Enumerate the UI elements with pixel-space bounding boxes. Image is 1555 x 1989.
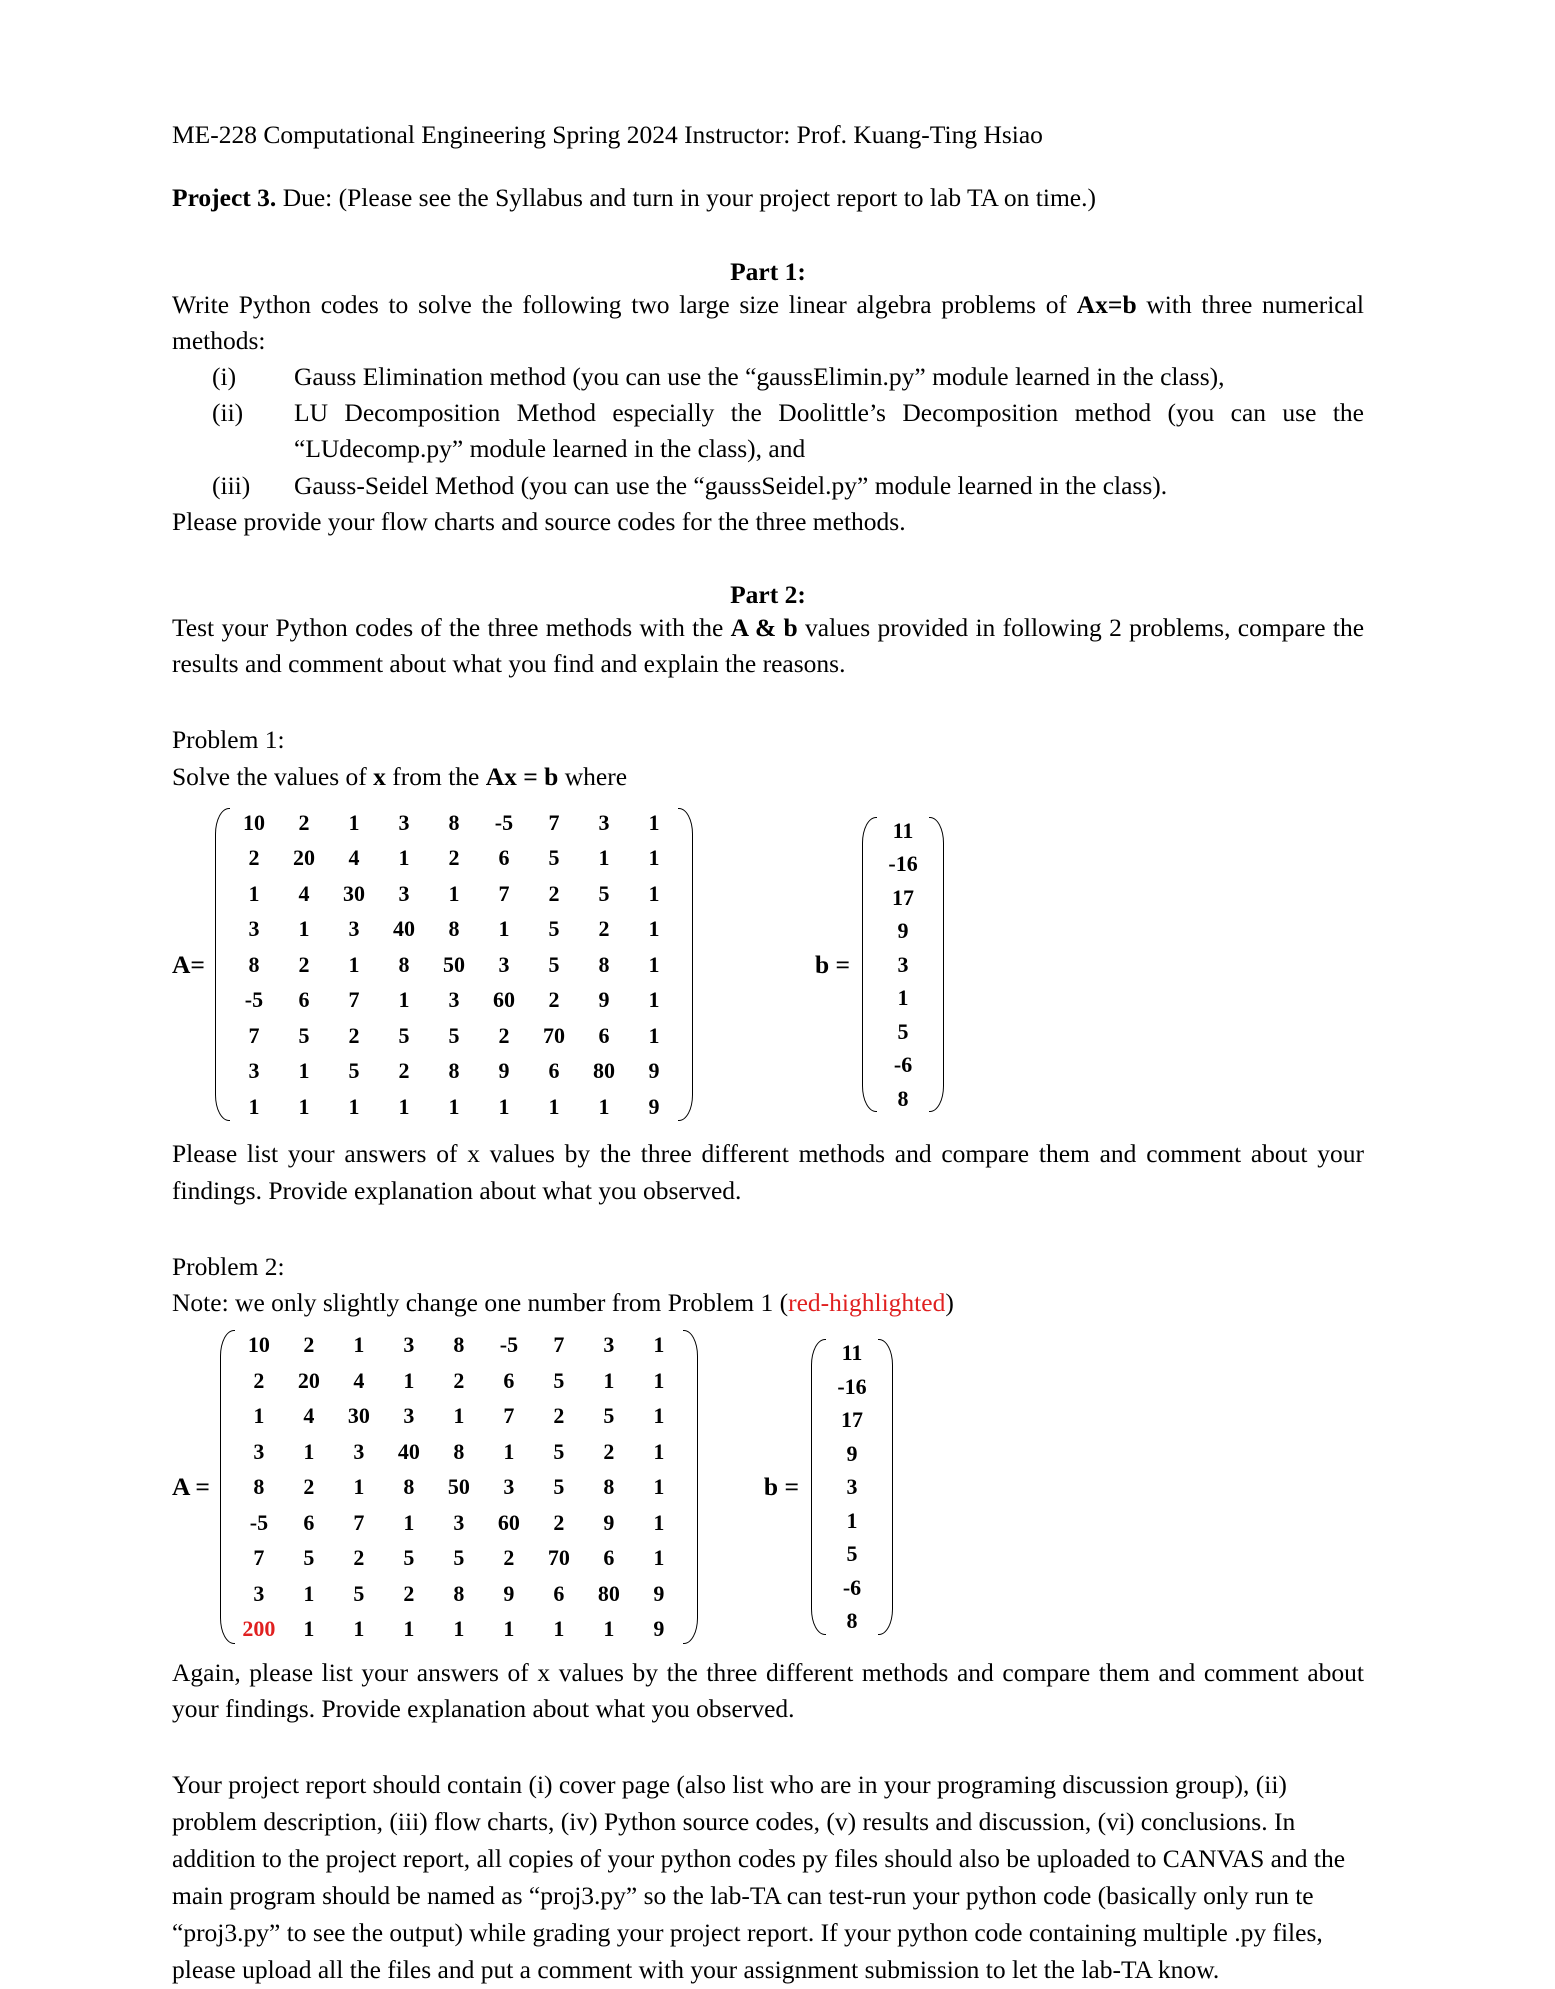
matrix-cell: 6	[303, 1509, 315, 1535]
matrix-cell: 1	[653, 1332, 665, 1358]
matrix-cell: 10	[247, 1332, 270, 1358]
vector-row	[825, 1437, 879, 1471]
matrix-cell: 1	[653, 1509, 665, 1535]
matrix-cell: 1	[498, 916, 510, 942]
matrix-cell: 1	[648, 951, 660, 977]
matrix-cell: 2	[548, 987, 560, 1013]
matrix-cell: 5	[453, 1545, 465, 1571]
problem2-note-red: red-highlighted	[788, 1287, 946, 1317]
matrix-cell: 1	[398, 845, 410, 871]
matrix-cell: 1	[553, 1616, 565, 1642]
matrix-cell: 2	[603, 1438, 615, 1464]
problem2-after-text: Again, please list your answers of x values by the three different methods and compare them and comment about your findings. Provide explanation about what you observed.	[172, 1657, 1364, 1723]
matrix-cell: 4	[298, 880, 310, 906]
course-header: ME-228 Computational Engineering Spring 2024 Instructor: Prof. Kuang-Ting Hsiao	[172, 120, 1043, 149]
matrix-cell: 80	[592, 1058, 615, 1084]
matrix-cell: 8	[253, 1474, 265, 1500]
matrix-row	[229, 876, 679, 912]
list-item-text: Gauss Elimination method (you can use the “gaussElimin.py” module learned in the class),	[294, 362, 1225, 392]
list-item	[172, 359, 1364, 395]
matrix-cell: 1	[348, 951, 360, 977]
matrix-cell: 8	[448, 1058, 460, 1084]
bracket-left-icon	[218, 1327, 234, 1647]
matrix-cell: 8	[248, 951, 260, 977]
vector-cell: -16	[888, 851, 918, 877]
matrix-cell: 1	[598, 1093, 610, 1119]
vector-cell: -16	[837, 1373, 867, 1399]
matrix-cell: 3	[498, 951, 510, 977]
matrix-cell: 4	[303, 1403, 315, 1429]
matrix-cell: 1	[653, 1438, 665, 1464]
matrix-cell: 2	[303, 1332, 315, 1358]
matrix-cell: 3	[403, 1403, 415, 1429]
matrix-cell: 7	[348, 987, 360, 1013]
matrix-cell: 1	[403, 1367, 415, 1393]
matrix-row	[234, 1576, 684, 1612]
project-due: Due: (Please see the Syllabus and turn in your project report to lab TA on time.)	[276, 183, 1096, 213]
matrix-row	[234, 1327, 684, 1363]
matrix-cell: 1	[248, 880, 260, 906]
matrix-cell: 7	[553, 1332, 565, 1358]
matrix-cell: 40	[392, 916, 415, 942]
matrix-cell: 1	[298, 1093, 310, 1119]
bracket-right-icon	[679, 805, 695, 1125]
matrix-cell: 2	[548, 880, 560, 906]
matrix-cell: 9	[648, 1058, 660, 1084]
matrix-cell: 6	[298, 987, 310, 1013]
vector-b-table	[825, 1336, 879, 1638]
matrix-cell: 70	[542, 1022, 565, 1048]
matrix-cell: 1	[498, 1093, 510, 1119]
matrix-cell: 1	[648, 809, 660, 835]
matrix-cell: 5	[548, 916, 560, 942]
part1-method-list	[172, 359, 1364, 504]
vector-cell: 1	[846, 1507, 858, 1533]
matrix-cell: 8	[603, 1474, 615, 1500]
matrix-cell: 2	[348, 1022, 360, 1048]
matrix-cell: -5	[499, 1332, 519, 1358]
matrix-cell: 8	[448, 916, 460, 942]
matrix-cell: 30	[347, 1403, 370, 1429]
vector-row	[825, 1537, 879, 1571]
problem1-statement-axb: Ax = b	[485, 761, 559, 791]
list-item	[172, 468, 1364, 504]
matrix-cell: 5	[398, 1022, 410, 1048]
matrix-cell: 1	[603, 1367, 615, 1393]
vector-cell: 3	[897, 951, 909, 977]
matrix-cell: 2	[598, 916, 610, 942]
bracket-left-icon	[809, 1336, 825, 1638]
matrix-cell: 1	[303, 1438, 315, 1464]
matrix-cell: 9	[648, 1093, 660, 1119]
bracket-left-icon	[860, 814, 876, 1116]
matrix-cell: 2	[448, 845, 460, 871]
matrix-cell: 2	[298, 809, 310, 835]
matrix-cell: 8	[453, 1438, 465, 1464]
matrix-cell: 8	[403, 1474, 415, 1500]
matrix-cell: 3	[598, 809, 610, 835]
matrix-cell: 8	[598, 951, 610, 977]
part2-heading: Part 2:	[730, 580, 806, 610]
vector-row	[825, 1571, 879, 1605]
matrix-row	[229, 1018, 679, 1054]
matrix-cell: 3	[348, 916, 360, 942]
vector-cell: 11	[841, 1340, 863, 1366]
matrix-cell: 1	[403, 1616, 415, 1642]
matrix-cell: 60	[492, 987, 515, 1013]
problem1-statement-b: from the	[385, 761, 486, 791]
problem1-title: Problem 1:	[172, 725, 285, 755]
matrix-cell: 5	[298, 1022, 310, 1048]
matrix-row	[229, 982, 679, 1018]
matrix-cell: 1	[248, 1093, 260, 1119]
vector-cell: 3	[846, 1474, 858, 1500]
matrix-row	[229, 1053, 679, 1089]
matrix-row	[234, 1505, 684, 1541]
problem2-b-label: b =	[763, 1471, 800, 1501]
matrix-cell: 5	[348, 1058, 360, 1084]
matrix-cell: 3	[353, 1438, 365, 1464]
part1-intro-a: Write Python codes to solve the following two large size linear algebra problems of	[172, 289, 1077, 319]
matrix-row	[234, 1469, 684, 1505]
document-content	[172, 118, 1364, 1989]
problem1-statement-x: x	[373, 761, 386, 791]
matrix-cell: 1	[448, 1093, 460, 1119]
matrix-cell: 3	[603, 1332, 615, 1358]
matrix-cell: 3	[403, 1332, 415, 1358]
matrix-cell: 8	[398, 951, 410, 977]
problem1-A-label: A=	[172, 949, 205, 979]
problem1-vector-b	[860, 814, 946, 1116]
matrix-cell: 2	[498, 1022, 510, 1048]
problem1-statement	[172, 759, 1364, 795]
vector-cell: 1	[897, 985, 909, 1011]
matrix-cell: 2	[553, 1509, 565, 1535]
matrix-cell: 2	[298, 951, 310, 977]
matrix-cell: 1	[503, 1616, 515, 1642]
matrix-row	[229, 840, 679, 876]
vector-cell: 17	[892, 884, 915, 910]
matrix-cell: 1	[653, 1403, 665, 1429]
matrix-cell: 7	[253, 1545, 265, 1571]
bracket-right-icon	[684, 1327, 700, 1647]
vector-row	[876, 981, 930, 1015]
part2-intro-a: Test your Python codes of the three methods with the	[172, 613, 731, 643]
matrix-cell: 5	[353, 1580, 365, 1606]
matrix-cell: 1	[648, 987, 660, 1013]
vector-row	[876, 948, 930, 982]
matrix-cell: 9	[498, 1058, 510, 1084]
vector-row	[825, 1403, 879, 1437]
matrix-cell: 6	[598, 1022, 610, 1048]
bracket-left-icon	[213, 805, 229, 1125]
project-line	[172, 180, 1364, 216]
matrix-cell: 8	[453, 1332, 465, 1358]
vector-cell: 8	[846, 1608, 858, 1634]
problem2-note-a: Note: we only slightly change one number from Problem 1 (	[172, 1287, 789, 1317]
matrix-cell: 2	[453, 1367, 465, 1393]
matrix-row	[229, 947, 679, 983]
vector-cell: 8	[897, 1085, 909, 1111]
matrix-cell: 1	[648, 880, 660, 906]
matrix-cell: 2	[403, 1580, 415, 1606]
vector-row	[876, 1015, 930, 1049]
problem1-statement-c: where	[558, 761, 628, 791]
matrix-cell: 3	[398, 809, 410, 835]
matrix-cell: 1	[348, 1093, 360, 1119]
matrix-cell: 40	[397, 1438, 420, 1464]
matrix-row	[234, 1363, 684, 1399]
vector-row	[876, 814, 930, 848]
vector-row	[876, 1082, 930, 1116]
part2-intro-b: values provided in following 2 problems, compare the results and comment about what you find and explain the reasons.	[172, 613, 1365, 679]
problem2-title: Problem 2:	[172, 1251, 285, 1281]
matrix-cell: 1	[348, 809, 360, 835]
problem1-matrix-A	[213, 805, 695, 1125]
vector-row	[876, 914, 930, 948]
problem2-note	[172, 1285, 1364, 1321]
matrix-cell: 6	[553, 1580, 565, 1606]
matrix-cell: -5	[244, 987, 264, 1013]
matrix-cell: 50	[447, 1474, 470, 1500]
matrix-cell: 4	[353, 1367, 365, 1393]
matrix-row	[234, 1540, 684, 1576]
matrix-cell: 1	[298, 1058, 310, 1084]
part1-heading: Part 1:	[730, 256, 806, 286]
matrix-cell: 1	[353, 1332, 365, 1358]
matrix-cell: 5	[553, 1474, 565, 1500]
matrix-cell: 1	[353, 1616, 365, 1642]
matrix-cell: 1	[598, 845, 610, 871]
matrix-cell: 10	[242, 809, 265, 835]
vector-row	[825, 1504, 879, 1538]
vector-b-table	[876, 814, 930, 1116]
problem2-vector-b	[809, 1336, 895, 1638]
matrix-cell: 1	[653, 1367, 665, 1393]
matrix-cell: 1	[353, 1474, 365, 1500]
project-label: Project 3.	[172, 183, 277, 213]
matrix-cell: 2	[503, 1545, 515, 1571]
matrix-cell: 4	[348, 845, 360, 871]
matrix-cell: 7	[548, 809, 560, 835]
matrix-row	[234, 1434, 684, 1470]
list-item-text: LU Decomposition Method especially the Doolittle’s Decomposition method (you can use the “LUdecomp.py” module learned in the class), and	[294, 398, 1364, 464]
matrix-cell: 3	[448, 987, 460, 1013]
problem2-matrix-A	[218, 1327, 700, 1647]
matrix-cell: 3	[253, 1438, 265, 1464]
matrix-cell: 80	[597, 1580, 620, 1606]
problem2-note-b: )	[945, 1287, 954, 1317]
matrix-cell: 6	[548, 1058, 560, 1084]
matrix-cell: 20	[292, 845, 315, 871]
matrix-cell: 9	[653, 1580, 665, 1606]
matrix-cell: 2	[398, 1058, 410, 1084]
vector-row	[825, 1370, 879, 1404]
matrix-row	[229, 805, 679, 841]
bracket-right-icon	[930, 814, 946, 1116]
vector-row	[876, 847, 930, 881]
matrix-cell: -5	[494, 809, 514, 835]
matrix-cell: 3	[248, 916, 260, 942]
matrix-cell: 3	[453, 1509, 465, 1535]
matrix-cell: 1	[648, 1022, 660, 1048]
matrix-cell: 1	[648, 845, 660, 871]
matrix-cell: 1	[448, 880, 460, 906]
vector-row	[825, 1336, 879, 1370]
matrix-cell: -5	[249, 1509, 269, 1535]
matrix-cell: 200	[242, 1616, 276, 1642]
matrix-cell: 70	[547, 1545, 570, 1571]
list-item-number: (i)	[212, 362, 237, 392]
matrix-cell: 2	[353, 1545, 365, 1571]
problem1-statement-a: Solve the values of	[172, 761, 374, 791]
matrix-cell: 1	[398, 1093, 410, 1119]
matrix-cell: 9	[598, 987, 610, 1013]
matrix-cell: 1	[453, 1616, 465, 1642]
vector-cell: -6	[893, 1052, 913, 1078]
report-requirements-text: Your project report should contain (i) cover page (also list who are in your programing discussion group), (ii) problem description, (iii) flow charts, (iv) Python source codes, (v) results and discussion, (vi) conclusions. In addition to the project report, all copies of your python codes py files should also be uploaded to CANVAS and the main program should be named as “proj3.py” so the lab-TA can test-run your python code (basically only run te “proj3.py” to see the output) while grading your project report. If your python code containing multiple .py files, please upload all the files and put a comment with your assignment submission to let the lab-TA know.	[172, 1770, 1346, 1984]
matrix-cell: 5	[403, 1545, 415, 1571]
matrix-cell: 6	[498, 845, 510, 871]
matrix-cell: 9	[603, 1509, 615, 1535]
matrix-cell: 50	[442, 951, 465, 977]
matrix-cell: 30	[342, 880, 365, 906]
matrix-cell: 3	[248, 1058, 260, 1084]
matrix-cell: 7	[498, 880, 510, 906]
list-item-number: (ii)	[212, 398, 244, 428]
matrix-a-table	[229, 805, 679, 1125]
part1-intro-b: with three numerical methods:	[172, 289, 1365, 355]
matrix-cell: 1	[398, 987, 410, 1013]
matrix-cell: 2	[253, 1367, 265, 1393]
matrix-cell: 5	[598, 880, 610, 906]
matrix-cell: 2	[303, 1474, 315, 1500]
matrix-cell: 1	[403, 1509, 415, 1535]
matrix-cell: 7	[503, 1403, 515, 1429]
list-item-number: (iii)	[212, 470, 251, 500]
matrix-cell: 1	[298, 916, 310, 942]
matrix-cell: 8	[453, 1580, 465, 1606]
problem1-equation	[172, 805, 1364, 1125]
vector-cell: 17	[841, 1407, 864, 1433]
matrix-cell: 3	[503, 1474, 515, 1500]
matrix-cell: 9	[653, 1616, 665, 1642]
matrix-row	[229, 1089, 679, 1125]
problem1-after-text: Please list your answers of x values by the three different methods and compare them and comment about your findings. Provide explanation about what you observed.	[172, 1139, 1364, 1205]
matrix-cell: 1	[648, 916, 660, 942]
matrix-cell: 6	[503, 1367, 515, 1393]
matrix-a-table	[234, 1327, 684, 1647]
matrix-cell: 1	[303, 1616, 315, 1642]
matrix-cell: 2	[553, 1403, 565, 1429]
matrix-row	[229, 911, 679, 947]
problem2-equation	[172, 1327, 1364, 1647]
vector-cell: 5	[846, 1541, 858, 1567]
matrix-cell: 5	[548, 951, 560, 977]
matrix-cell: 7	[248, 1022, 260, 1048]
matrix-cell: 9	[503, 1580, 515, 1606]
problem2-A-label: A =	[172, 1471, 210, 1501]
matrix-cell: 5	[448, 1022, 460, 1048]
matrix-cell: 5	[548, 845, 560, 871]
matrix-cell: 1	[503, 1438, 515, 1464]
part1-intro-axb: Ax=b	[1076, 289, 1137, 319]
matrix-cell: 1	[548, 1093, 560, 1119]
bracket-right-icon	[879, 1336, 895, 1638]
matrix-cell: 5	[303, 1545, 315, 1571]
vector-cell: 9	[897, 918, 909, 944]
matrix-cell: 2	[248, 845, 260, 871]
matrix-cell: 1	[303, 1580, 315, 1606]
part1-closing: Please provide your flow charts and source codes for the three methods.	[172, 506, 906, 536]
list-item	[172, 395, 1364, 467]
vector-cell: -6	[842, 1574, 862, 1600]
matrix-cell: 1	[653, 1474, 665, 1500]
vector-cell: 9	[846, 1440, 858, 1466]
part2-intro	[172, 610, 1364, 682]
matrix-cell: 1	[453, 1403, 465, 1429]
part1-intro	[172, 287, 1364, 359]
matrix-cell: 5	[553, 1367, 565, 1393]
matrix-cell: 6	[603, 1545, 615, 1571]
vector-cell: 5	[897, 1018, 909, 1044]
matrix-row	[234, 1611, 684, 1647]
list-item-text: Gauss-Seidel Method (you can use the “gaussSeidel.py” module learned in the class).	[294, 470, 1168, 500]
vector-row	[825, 1470, 879, 1504]
problem1-b-label: b =	[814, 949, 851, 979]
matrix-cell: 20	[297, 1367, 320, 1393]
matrix-cell: 5	[553, 1438, 565, 1464]
matrix-cell: 3	[253, 1580, 265, 1606]
matrix-row	[234, 1398, 684, 1434]
vector-cell: 11	[892, 817, 914, 843]
matrix-cell: 7	[353, 1509, 365, 1535]
matrix-cell: 3	[398, 880, 410, 906]
vector-row	[825, 1604, 879, 1638]
matrix-cell: 5	[603, 1403, 615, 1429]
matrix-cell: 1	[253, 1403, 265, 1429]
vector-row	[876, 881, 930, 915]
matrix-cell: 1	[603, 1616, 615, 1642]
matrix-cell: 1	[653, 1545, 665, 1571]
part2-intro-ab: A & b	[730, 613, 798, 643]
vector-row	[876, 1048, 930, 1082]
matrix-cell: 8	[448, 809, 460, 835]
matrix-cell: 60	[497, 1509, 520, 1535]
